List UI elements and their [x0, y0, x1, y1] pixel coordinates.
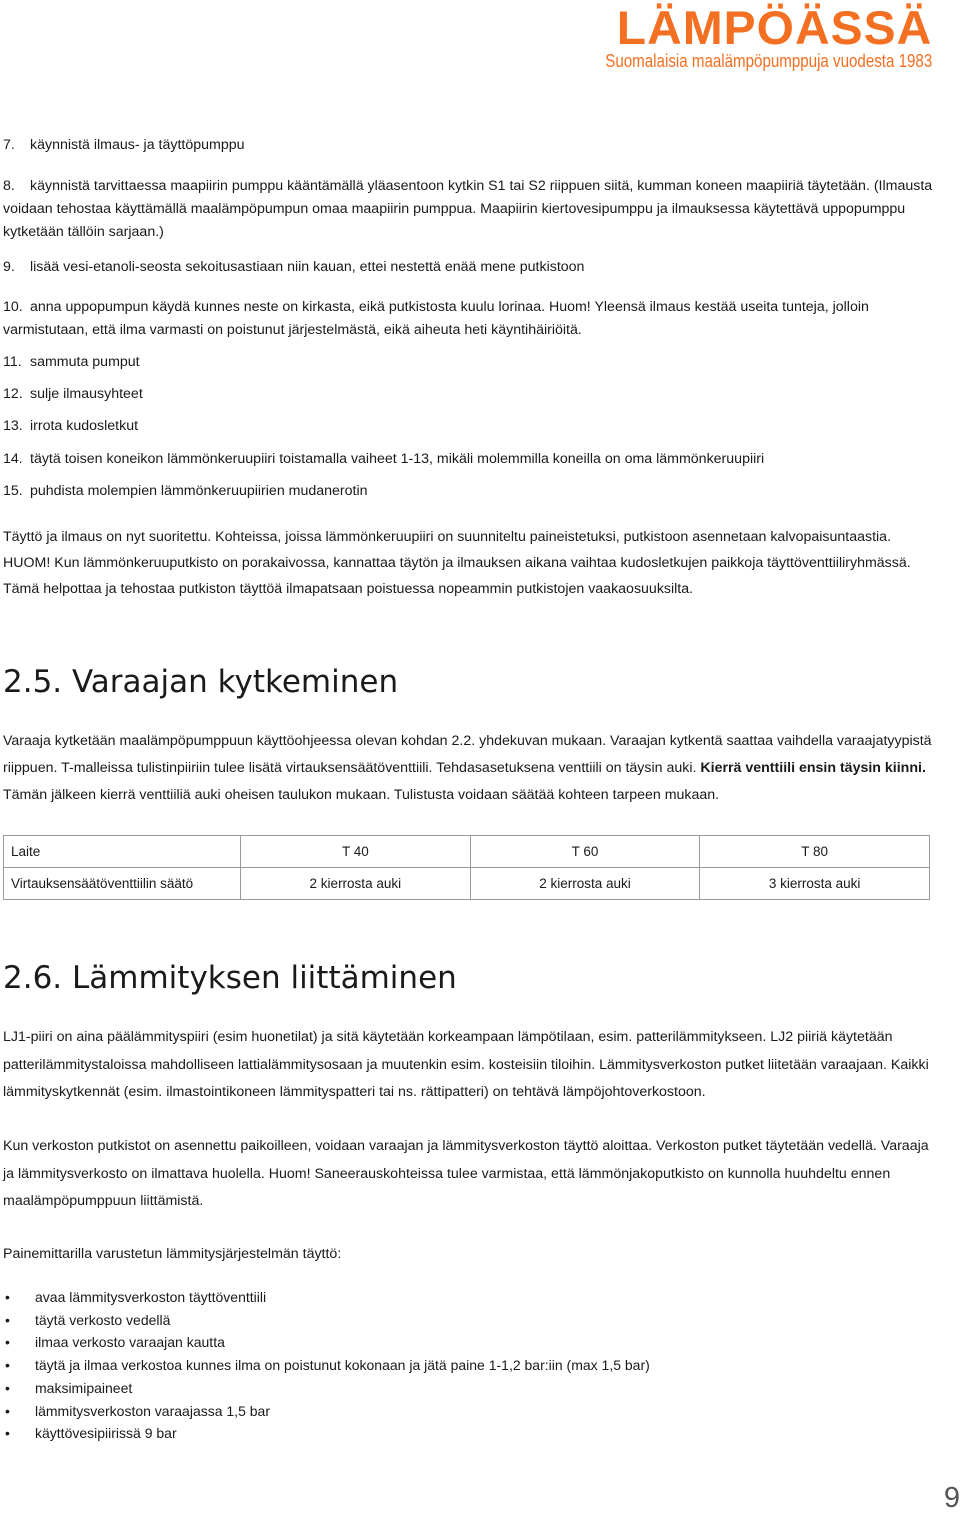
- step-8: 8. käynnistä tarvittaessa maapiirin pumppu kääntämällä yläasentoon kytkin S1 tai S2 riippuen siitä, kumman koneen maapiiriä täytetään. (Ilmausta voidaan tehostaa käyttämällä maalämpöpumpun omaa maapiirin pumppua. Maapiirin kiertovesipumppu ja ilmauksessa käytettävä uppopumppu kytketään tällöin sarjaan.): [3, 178, 933, 240]
- table-cell: 2 kierrosta auki: [470, 868, 700, 900]
- section-2-6-paragraph-3: Painemittarilla varustetun lämmitysjärjestelmän täyttö:: [3, 1246, 342, 1262]
- section-heading-2-5: 2.5. Varaajan kytkeminen: [3, 664, 399, 700]
- step-11: 11. sammuta pumput: [3, 354, 140, 370]
- valve-settings-table: [3, 835, 930, 900]
- table-cell: T 80: [700, 836, 930, 868]
- list-item: • maksimipaineet: [5, 1379, 133, 1396]
- step-7: 7. käynnistä ilmaus- ja täyttöpumppu: [3, 137, 245, 153]
- list-item: • täytä ja ilmaa verkostoa kunnes ilma on poistunut kokonaan ja jätä paine 1-1,2 bar:iin (max 1,5 bar): [5, 1357, 650, 1374]
- section-heading-2-6: 2.6. Lämmityksen liittäminen: [3, 960, 457, 996]
- step-10: 10. anna uppopumpun käydä kunnes neste on kirkasta, eikä putkistosta kuulu lorinaa. Huom! Yleensä ilmaus kestää useita tunteja, jolloin varmistutaan, että ilma varmasti on poistunut järjestelmästä, eikä aiheuta heti käyntihäiriöitä.: [3, 299, 869, 338]
- brand-logo: [543, 1, 932, 71]
- list-item: • käyttövesipiirissä 9 bar: [5, 1425, 177, 1442]
- table-cell: T 40: [241, 836, 471, 868]
- step-9: 9. lisää vesi-etanoli-seosta sekoitusastiaan niin kauan, ettei nestettä enää mene putkistoon: [3, 259, 585, 275]
- list-item: • täytä verkosto vedellä: [5, 1311, 171, 1328]
- table-cell: T 60: [470, 836, 700, 868]
- list-item: • lämmitysverkoston varaajassa 1,5 bar: [5, 1402, 270, 1419]
- table-cell: Virtauksensäätöventtiilin säätö: [4, 868, 241, 900]
- filling-steps-list: [3, 1286, 650, 1445]
- step-12: 12. sulje ilmausyhteet: [3, 386, 143, 402]
- section-2-6-paragraph-1: LJ1-piiri on aina päälämmityspiiri (esim huonetilat) ja sitä käytetään korkeampaan lämpötilaan, esim. patterilämmitykseen. LJ2 piiriä käytetään patterilämmitystaloissa mahdolliseen lattialämmitysosaan ja muutenkin esim. kosteisiin tiloihin. Lämmitysverkoston putket liitetään varaajaan. Kaikki lämmityskytkennät (esim. ilmastointikoneen lämmityspatteri tai ns. rättipatteri) on tehtävä lämpöjohtoverkostoon.: [3, 1029, 929, 1100]
- list-item: • avaa lämmitysverkoston täyttöventtiili: [5, 1289, 267, 1305]
- table-row: [4, 868, 930, 900]
- step-14: 14. täytä toisen koneikon lämmönkeruupiiri toistamalla vaiheet 1-13, mikäli molemmilla koneilla on oma lämmönkeruupiiri: [3, 451, 765, 467]
- list-item: • ilmaa verkosto varaajan kautta: [5, 1334, 225, 1351]
- table-cell: 3 kierrosta auki: [700, 868, 930, 900]
- page-number: 9: [943, 1482, 960, 1514]
- section-2-5-paragraph: Varaaja kytketään maalämpöpumppuun käyttöohjeessa olevan kohdan 2.2. yhdekuvan mukaan. Varaajan kytkentä saattaa vaihdella varaajatyypistä riippuen. T-malleissa tulistinpiiriin tulee lisätä virtauksensäätöventtiili. Tehdasasetuksena venttiili on täysin auki. Kierrä venttiili ensin täysin kiinni. Tämän jälkeen kierrä venttiiliä auki oheisen taulukon mukaan. Tulistusta voidaan säätää kohteen tarpeen mukaan.: [3, 733, 932, 803]
- logo-wordmark: LÄMPÖÄSSÄ: [616, 1, 932, 54]
- step-15: 15. puhdista molempien lämmönkeruupiirien mudanerotin: [3, 483, 368, 499]
- table-header-row: [4, 836, 930, 868]
- section-2-6-paragraph-2: Kun verkoston putkistot on asennettu paikoilleen, voidaan varaajan ja lämmitysverkoston täyttö aloittaa. Verkoston putket täytetään vedellä. Varaaja ja lämmitysverkosto on ilmattava huolella. Huom! Saneerauskohteissa tulee varmistaa, että lämmönjakoputkisto on kunnolla huuhdeltu ennen maalämpöpumppuun liittämistä.: [3, 1138, 929, 1209]
- logo-tagline: Suomalaisia maalämpöpumppuja vuodesta 1983: [605, 51, 932, 71]
- table-cell: 2 kierrosta auki: [241, 868, 471, 900]
- step-13: 13. irrota kudosletkut: [3, 418, 139, 434]
- table-cell: Laite: [4, 836, 241, 868]
- fill-done-paragraph: Täyttö ja ilmaus on nyt suoritettu. Kohteissa, joissa lämmönkeruupiiri on suunniteltu paineistetuksi, putkistoon asennetaan kalvopaisuntaastia. HUOM! Kun lämmönkeruuputkisto on porakaivossa, kannattaa täytön ja ilmauksen aikana vaihtaa kudosletkujen paikkoja täyttöventtiiliryhmässä. Tämä helpottaa ja tehostaa putkiston täyttöä ilmapatsaan poistuessa nopeammin putkistojen vaakaosuuksilta.: [3, 529, 911, 597]
